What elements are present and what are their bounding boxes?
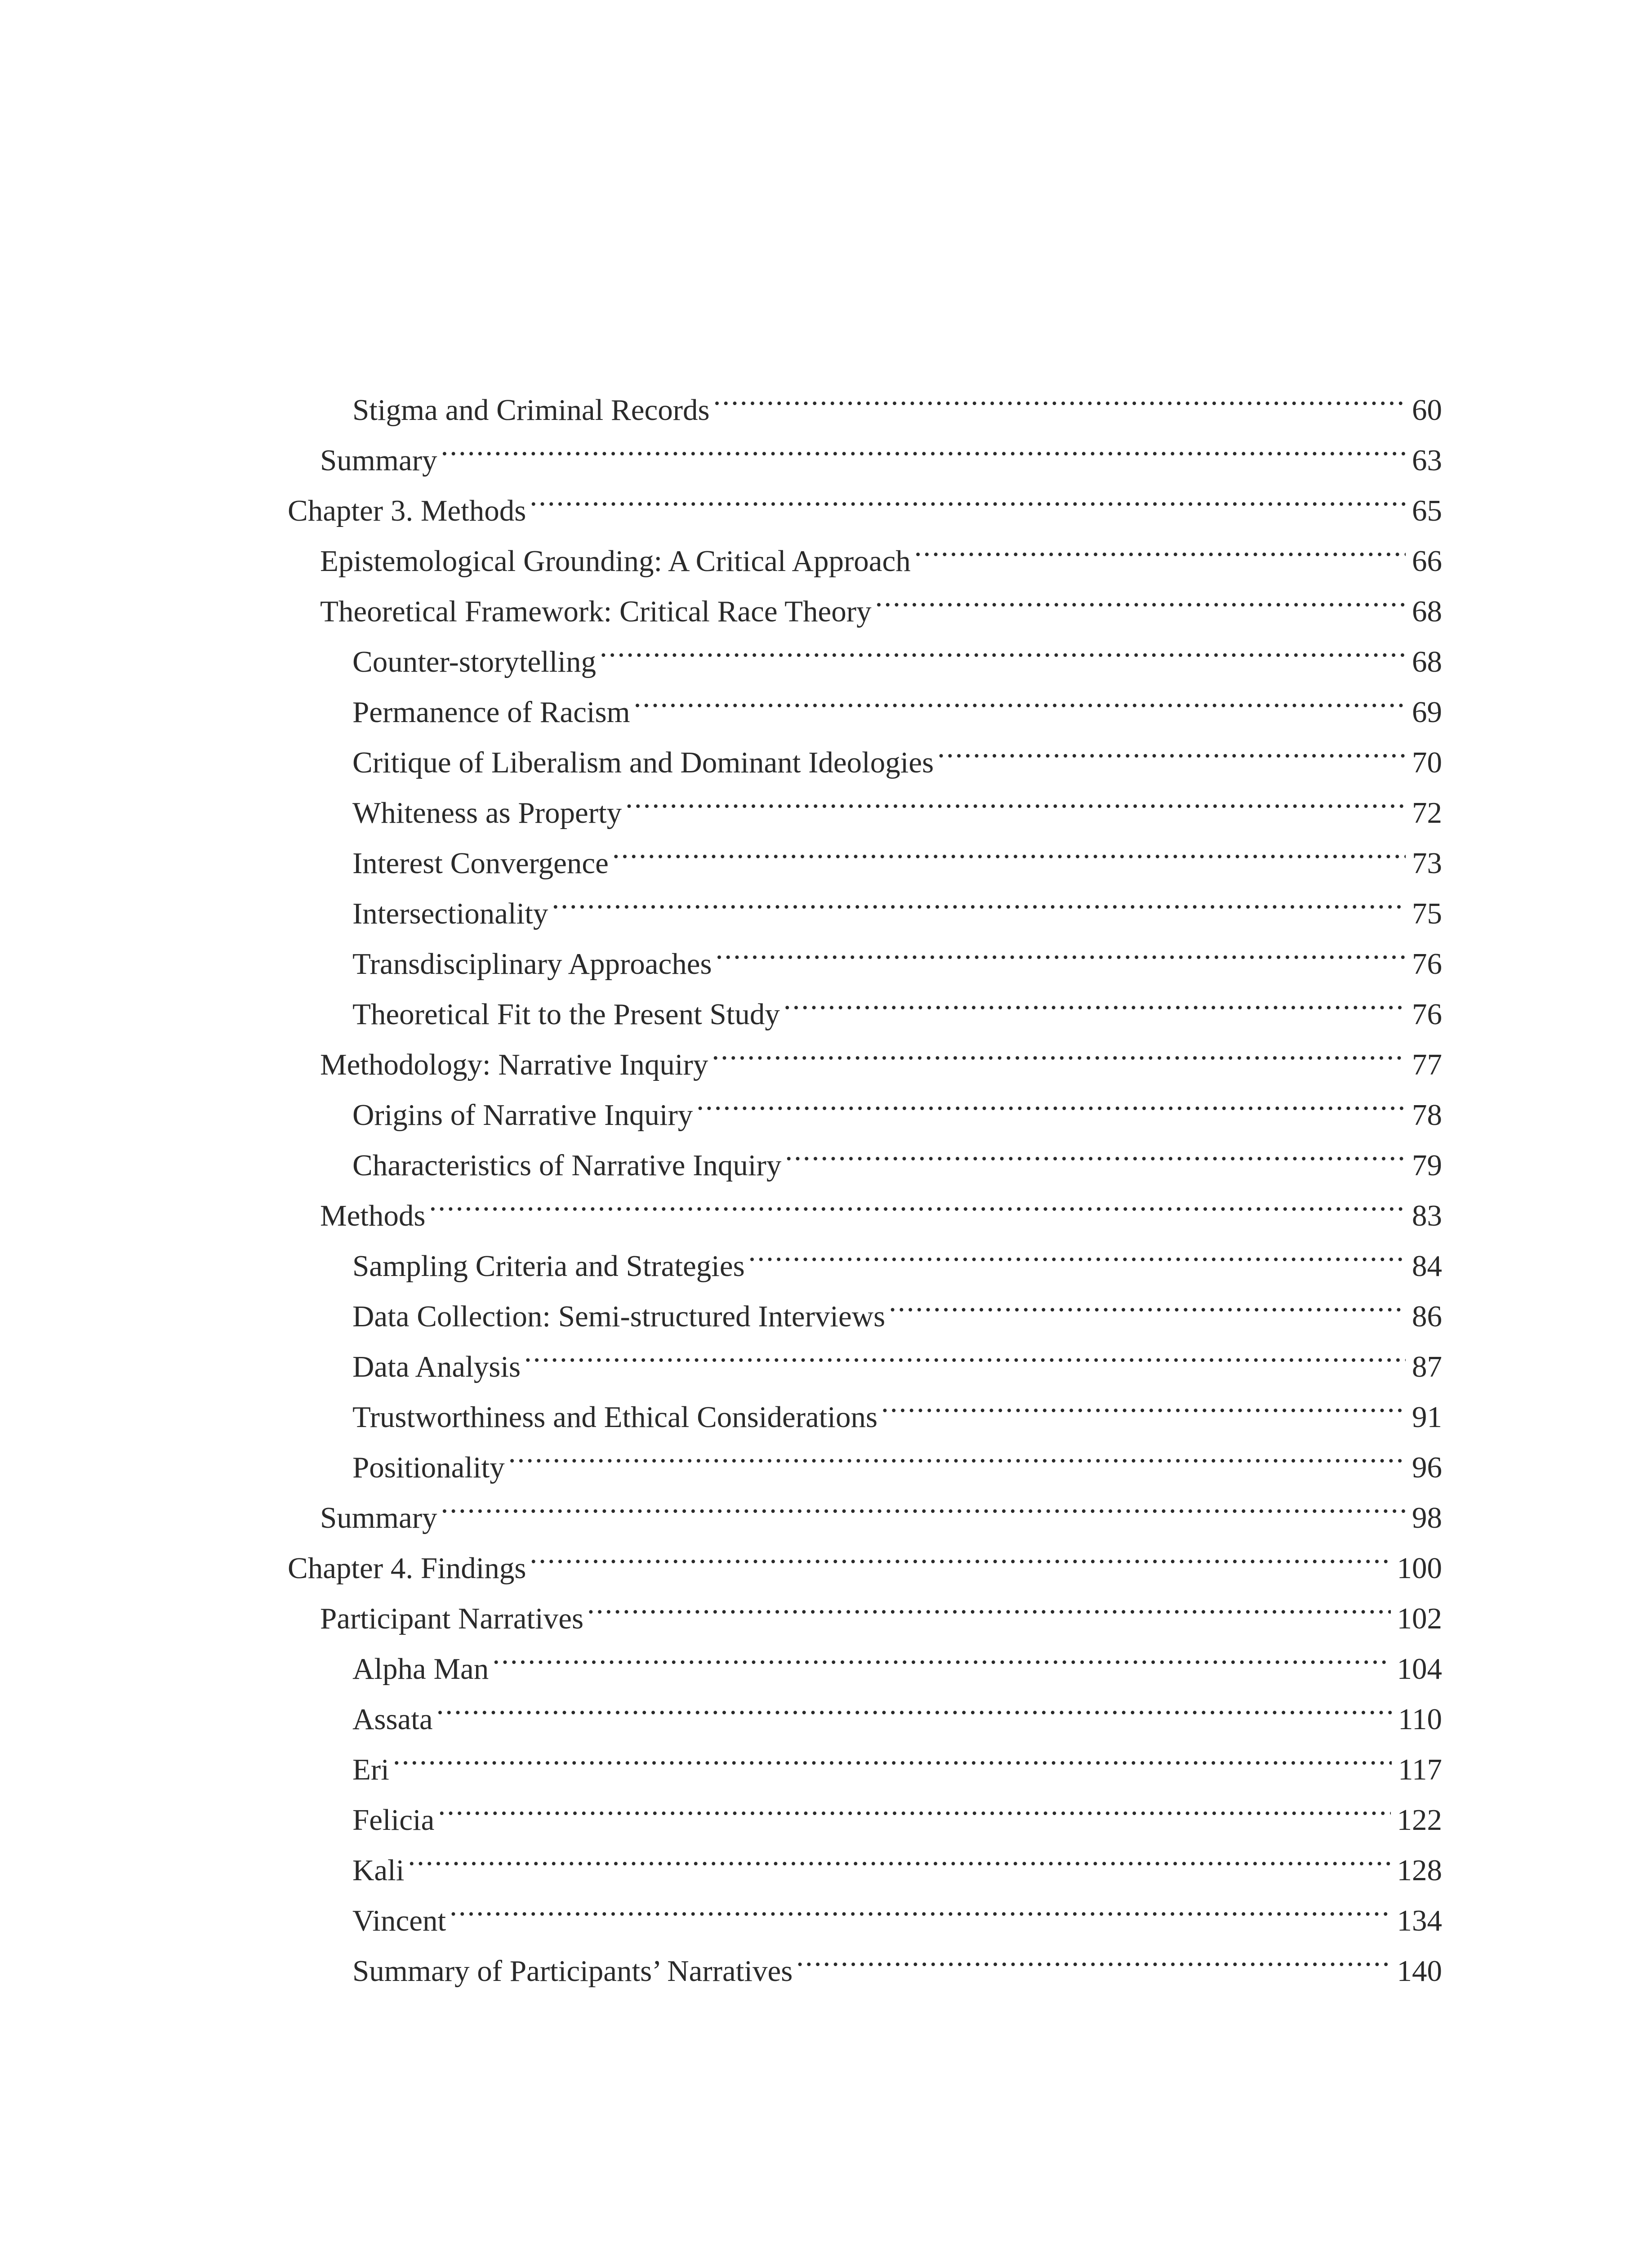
dot-leader [784, 974, 1406, 1024]
dot-leader [408, 1830, 1390, 1880]
dot-leader [530, 1528, 1390, 1578]
dot-leader [796, 1931, 1390, 1981]
toc-entry-title: Participant Narratives [320, 1602, 584, 1635]
table-of-contents [288, 370, 1442, 1988]
toc-entry-title: Summary [320, 444, 437, 477]
dot-leader [524, 1326, 1406, 1377]
toc-entry-page: 63 [1412, 444, 1442, 477]
toc-entry-title: Theoretical Fit to the Present Study [352, 998, 780, 1031]
toc-entry-page: 117 [1398, 1753, 1442, 1786]
toc-entry-title: Critique of Liberalism and Dominant Ideologies [352, 746, 934, 779]
toc-entry[interactable] [288, 1830, 1442, 1887]
dot-leader [450, 1880, 1390, 1931]
toc-entry-title: Positionality [352, 1451, 505, 1484]
toc-entry-title: Methodology: Narrative Inquiry [320, 1048, 708, 1081]
toc-entry-title: Kali [352, 1854, 405, 1887]
toc-entry-page: 77 [1412, 1048, 1442, 1081]
toc-entry[interactable] [288, 420, 1442, 477]
toc-entry-page: 73 [1412, 847, 1442, 880]
toc-entry-page: 86 [1412, 1300, 1442, 1333]
toc-entry-title: Vincent [352, 1904, 446, 1937]
toc-entry-page: 102 [1397, 1602, 1442, 1635]
toc-entry-title: Alpha Man [352, 1652, 489, 1686]
toc-entry-page: 87 [1412, 1350, 1442, 1383]
dot-leader [492, 1628, 1390, 1679]
toc-entry-title: Summary of Participants’ Narratives [352, 1954, 793, 1988]
dot-leader [393, 1729, 1392, 1780]
toc-entry-title: Transdisciplinary Approaches [352, 947, 712, 981]
toc-entry[interactable] [288, 370, 1442, 427]
toc-entry-page: 104 [1397, 1652, 1442, 1686]
toc-entry[interactable] [288, 1780, 1442, 1837]
toc-entry[interactable] [288, 1477, 1442, 1534]
dot-leader [600, 621, 1406, 672]
toc-entry-title: Data Analysis [352, 1350, 521, 1383]
toc-entry-title: Assata [352, 1703, 433, 1736]
toc-entry[interactable] [288, 1880, 1442, 1937]
toc-entry-page: 72 [1412, 796, 1442, 830]
dot-leader [587, 1578, 1390, 1628]
toc-entry-title: Interest Convergence [352, 847, 609, 880]
toc-entry-page: 122 [1397, 1803, 1442, 1837]
toc-entry-page: 68 [1412, 595, 1442, 628]
toc-entry-title: Intersectionality [352, 897, 548, 930]
toc-entry-page: 70 [1412, 746, 1442, 779]
dot-leader [937, 722, 1406, 772]
toc-entry-title: Chapter 4. Findings [288, 1552, 526, 1585]
toc-entry-title: Epistemological Grounding: A Critical Approach [320, 544, 911, 578]
toc-entry-title: Sampling Criteria and Strategies [352, 1249, 745, 1283]
toc-entry[interactable] [288, 1175, 1442, 1232]
dot-leader [441, 1477, 1406, 1528]
toc-entry[interactable] [288, 1226, 1442, 1283]
dot-leader [748, 1226, 1406, 1276]
toc-entry-page: 100 [1397, 1552, 1442, 1585]
toc-entry-title: Whiteness as Property [352, 796, 622, 830]
dot-leader [716, 923, 1406, 974]
dot-leader [875, 571, 1406, 621]
dot-leader [785, 1125, 1406, 1175]
toc-entry[interactable] [288, 470, 1442, 527]
toc-entry-page: 84 [1412, 1249, 1442, 1283]
toc-entry-page: 83 [1412, 1199, 1442, 1232]
toc-entry-title: Theoretical Framework: Critical Race Theory [320, 595, 872, 628]
dot-leader [713, 370, 1406, 420]
dot-leader [530, 470, 1406, 521]
toc-entry-page: 75 [1412, 897, 1442, 930]
dot-leader [552, 873, 1406, 923]
dot-leader [696, 1075, 1406, 1125]
dot-leader [612, 823, 1406, 873]
toc-entry-page: 76 [1412, 998, 1442, 1031]
toc-entry-page: 134 [1397, 1904, 1442, 1937]
toc-entry-title: Chapter 3. Methods [288, 494, 526, 527]
dot-leader [436, 1679, 1392, 1729]
toc-entry-page: 110 [1398, 1703, 1442, 1736]
toc-entry-page: 66 [1412, 544, 1442, 578]
toc-entry-page: 91 [1412, 1401, 1442, 1434]
toc-entry-title: Felicia [352, 1803, 435, 1837]
toc-entry-title: Characteristics of Narrative Inquiry [352, 1149, 782, 1182]
toc-entry-title: Counter-storytelling [352, 645, 597, 678]
toc-entry-title: Origins of Narrative Inquiry [352, 1098, 693, 1132]
toc-entry-page: 68 [1412, 645, 1442, 678]
toc-entry-page: 98 [1412, 1501, 1442, 1534]
toc-entry-title: Trustworthiness and Ethical Considerations [352, 1401, 878, 1434]
toc-entry[interactable] [288, 1679, 1442, 1736]
toc-entry[interactable] [288, 1528, 1442, 1585]
toc-entry-title: Stigma and Criminal Records [352, 393, 710, 427]
dot-leader [625, 772, 1406, 823]
toc-entry-page: 96 [1412, 1451, 1442, 1484]
toc-entry-page: 79 [1412, 1149, 1442, 1182]
dot-leader [712, 1024, 1406, 1075]
dot-leader [429, 1175, 1406, 1226]
dot-leader [881, 1377, 1406, 1427]
dot-leader [508, 1427, 1406, 1477]
dot-leader [438, 1780, 1390, 1830]
toc-entry-page: 76 [1412, 947, 1442, 981]
toc-entry[interactable] [288, 1931, 1442, 1988]
toc-entry-page: 60 [1412, 393, 1442, 427]
toc-entry-title: Summary [320, 1501, 437, 1534]
toc-entry-page: 78 [1412, 1098, 1442, 1132]
dot-leader [634, 672, 1406, 722]
toc-entry-page: 65 [1412, 494, 1442, 527]
dot-leader [441, 420, 1406, 470]
toc-entry[interactable] [288, 1729, 1442, 1786]
toc-entry-title: Data Collection: Semi-structured Interviews [352, 1300, 886, 1333]
toc-entry-title: Permanence of Racism [352, 696, 630, 729]
toc-entry-title: Eri [352, 1753, 389, 1786]
toc-entry-page: 140 [1397, 1954, 1442, 1988]
toc-entry-page: 128 [1397, 1854, 1442, 1887]
toc-entry-page: 69 [1412, 696, 1442, 729]
dot-leader [889, 1276, 1406, 1326]
toc-entry-title: Methods [320, 1199, 426, 1232]
dot-leader [914, 521, 1406, 571]
